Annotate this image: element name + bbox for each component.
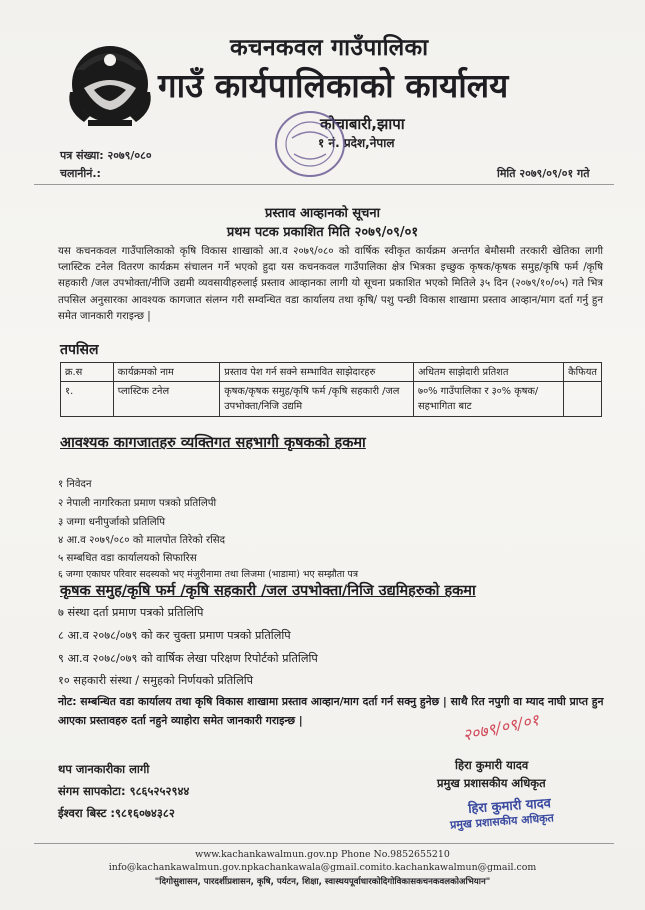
list-item: ९ आ.व २०७८/०७९ को वार्षिक लेखा परिक्षण रिपोर्टको प्रतिलिपि	[58, 652, 318, 665]
issue-date: मिति २०७९/०९/०१ गते	[497, 167, 590, 180]
table-row	[61, 382, 602, 417]
address-line2: १ नं. प्रदेश,नेपाल	[318, 136, 395, 150]
col-program: कार्यक्रमको नाम	[113, 363, 219, 382]
section2-heading: कृषक समुह/कृषि फर्म /कृषि सहकारी /जल उपभोक्ता/निजि उद्यमिहरुको हकमा	[60, 583, 476, 599]
list-item: २ नेपाली नागरिकता प्रमाण पत्रको प्रतिलिपी	[58, 498, 217, 509]
note-text: नोट: सम्बन्धित वडा कार्यालय तथा कृषि विकास शाखामा प्रस्ताव आव्हान/माग दर्ता गर्न सक्नु हुनेछ | साथै रित नपुगी वा म्याद नाघी प्राप्त हुन आएका प्रस्तावहरु दर्ता नहुने व्याहोरा समेत जानकारी गराइन्छ |	[58, 695, 604, 727]
col-remarks: कैफियत	[564, 363, 602, 382]
list-item: ४ आ.व २०७९/०८० को मालपोत तिरेको रसिद	[58, 535, 226, 546]
section1-heading: आवश्यक कागजातहरु व्यक्तिगत सहभागी कृषकको हकमा	[60, 435, 366, 451]
col-partners: प्रस्ताव पेश गर्न सक्ने सम्भावित साझेदारहरु	[220, 363, 414, 382]
cell-program: प्लास्टिक टनेल	[113, 382, 219, 417]
office-seal-stamp	[268, 108, 388, 180]
list-item: ६ जग्गा एकाघर परिवार सदस्यको भए मंजुरीनामा तथा लिजमा (भाडामा) भए सम्झौता पत्र	[58, 569, 359, 580]
list-item: ७ संस्था दर्ता प्रमाण पत्रको प्रतिलिपि	[58, 606, 204, 619]
signatory-name: हिरा कुमारी यादव	[455, 758, 529, 772]
header-divider	[34, 184, 614, 185]
notice-body: यस कचनकवल गाउँपालिकाको कृषि विकास शाखाको आ.व २०७९/०८० को वार्षिक स्वीकृत कार्यक्रम अन्तर्गत बेमौसमी तरकारी खेतिका लागी प्लास्टिक टनेल वितरण कार्यक्रम संचालन गर्ने भएको हुदा यस कचनकवल गाउँपालिका क्षेत्र भित्रका इच्छुक कृषक/कृषक समुह/कृषि फर्म /कृषि सहकारी /जल उपभोक्ता/नीजि उद्यमी व्यवसायीहरुलाई प्रस्ताव आव्हानका लागी यो सूचना प्रकाशित भएको मितिले ३५ दिन (२०७९/१०/०५) गते भित्र तपसिल अनुसारका आवश्यक कागजात संलग्न गरी सम्वन्धित वडा कार्यालय तथा कृषि/ पशु पन्छी विकास शाखामा प्रस्ताव आव्हान/माग दर्ता गर्नु हुन समेत जानकारी गराइन्छ |	[58, 246, 603, 322]
cell-share: ७०% गाउँपालिका र ३०% कृषक/ सहभागिता बाट	[413, 382, 563, 417]
contact-person2: ईश्वरा बिस्ट :९८१६०७४३८२	[58, 806, 175, 820]
contact-person1: संगम सापकोटा: ९८६५२५२९४४	[58, 784, 190, 798]
notice-subtitle: प्रथम पटक प्रकाशित मिति २०७९/०९/०१	[226, 225, 419, 240]
footer-email: info@kachankawalmun.gov.npkachankawala@gmail.comito.kachankawalmun@gmail.com	[108, 862, 537, 873]
list-item: १० सहकारी संस्था / समुहको निर्णयको प्रतिलिपि	[58, 674, 254, 687]
org-name: कचनकवल गाउँपालिका	[230, 35, 429, 61]
address-line1: कोचाबारी,झापा	[320, 115, 405, 133]
signature-stamp-title: प्रमुख प्रशासकीय अधिकृत	[449, 811, 555, 832]
nepal-emblem-icon	[64, 30, 156, 130]
footer-divider	[34, 843, 614, 844]
office-name: गाउँ कार्यपालिकाको कार्यालय	[158, 66, 509, 105]
letter-number: पत्र संख्या: २०७९/०८०	[60, 149, 152, 162]
handwritten-signature: २०७९/०९/०१	[460, 710, 541, 745]
tapsil-label: तपसिल	[60, 342, 99, 358]
table-header-row	[61, 363, 602, 382]
notice-title: प्रस्ताव आव्हानको सूचना	[264, 206, 380, 221]
footer-slogan: "दिगोसुशासन, पारदर्शीप्रशासन, कृषि, पर्यटन, शिक्षा, स्वास्थयपूर्वाधारकोदिगोविकासकचनकवलकोअभियान"	[154, 877, 491, 887]
list-item: ५ सम्बधित वडा कार्यालयको सिफारिस	[58, 553, 197, 564]
cell-partners: कृषक/कृषक समुह/कृषि फर्म /कृषि सहकारी /जल उपभोक्ता/निजि उद्यमि	[220, 382, 414, 417]
cell-remarks	[564, 382, 602, 417]
col-share: अधितम साझेदारी प्रतिशत	[413, 363, 563, 382]
dispatch-number: चलानीनं.:	[60, 167, 101, 180]
contact-heading: थप जानकारीका लागी	[58, 762, 150, 776]
col-sn: क्र.स	[61, 363, 114, 382]
list-item: १ निवेदन	[58, 479, 92, 490]
footer-website: www.kachankawalmun.gov.np Phone No.9852655210	[195, 849, 450, 860]
cell-sn: १.	[61, 382, 114, 417]
signature-stamp-name: हिरा कुमारी यादव	[467, 796, 552, 817]
signatory-title: प्रमुख प्रशासकीय अधिकृत	[437, 776, 546, 790]
list-item: ८ आ.व २०७८/०७९ को कर चुक्ता प्रमाण पत्रको प्रतिलिपि	[58, 629, 291, 642]
list-item: ३ जग्गा धनीपुर्जाको प्रतिलिपि	[58, 517, 166, 528]
partner-table	[60, 362, 602, 417]
